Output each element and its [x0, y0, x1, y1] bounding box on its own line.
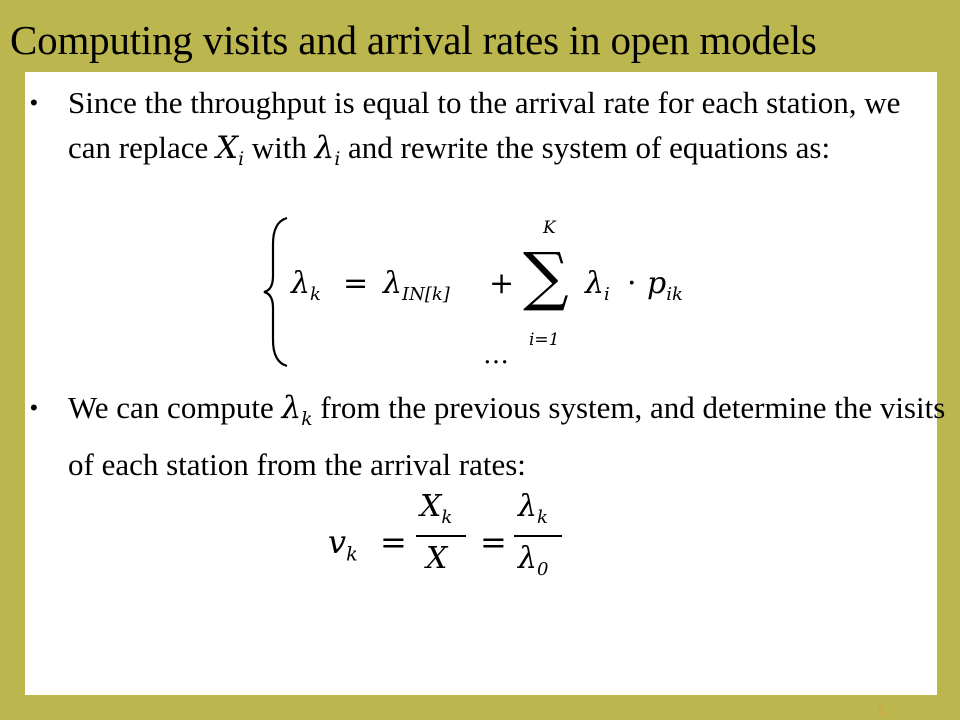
- sum-lower: i=1: [529, 330, 560, 350]
- bullet-dot: •: [30, 90, 38, 115]
- content-panel: [25, 72, 946, 695]
- equation-system: $\lambda_k$ = $\lambda_{IN[k]}$ + K ∑ i=1 $\lambda_i$ · $p_{ik}$ …: [255, 212, 715, 372]
- sum-upper: K: [543, 218, 556, 238]
- fraction-bar-2: [514, 535, 562, 537]
- ellipsis: …: [483, 340, 509, 370]
- bullet-dot: •: [30, 395, 38, 420]
- bullet-1-text: Since the throughput is equal to the arrival rate for each station, we can replace $X_i$ with $\lambda_i$ and rewrite the system of equations as:: [68, 85, 901, 171]
- bullet-2-text: We can compute $\lambda_k$ from the previous system, and determine the visits of each station from the arrival rates:: [68, 390, 946, 483]
- fraction-bar-1: [416, 535, 466, 537]
- slide-number: 6: [878, 703, 886, 718]
- visits-equation: $v_k$ = $X_k$ X = $\lambda_k$ $\lambda_0$: [320, 487, 600, 597]
- sum-symbol: ∑: [523, 240, 569, 314]
- left-brace: [261, 214, 291, 369]
- slide-title: Computing visits and arrival rates in open models: [10, 17, 817, 63]
